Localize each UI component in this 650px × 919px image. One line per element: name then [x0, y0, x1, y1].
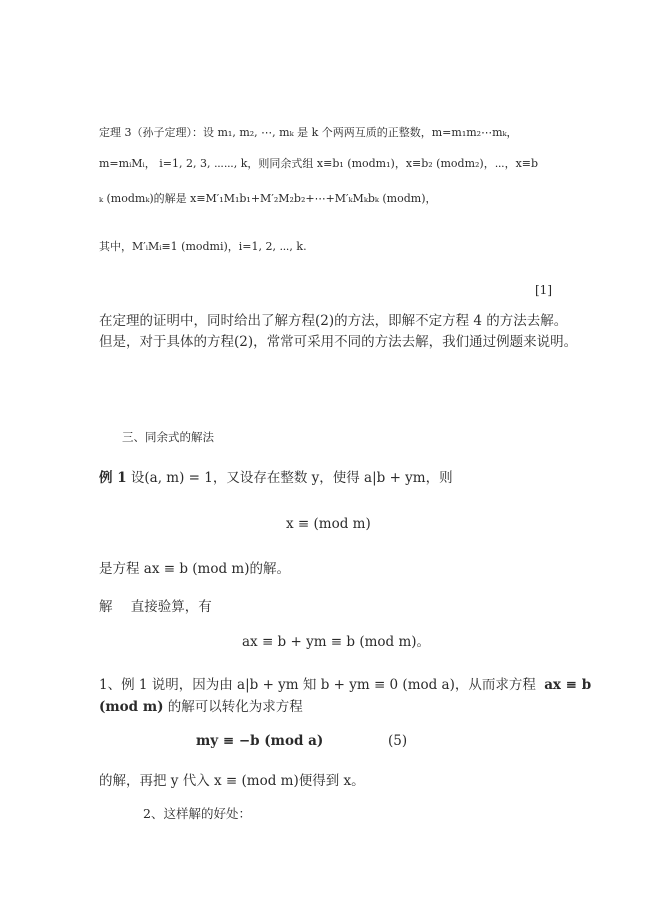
remark-line-3: 的解，再把 y 代入 x ≡ (mod m)便得到 x。	[99, 773, 365, 789]
benefit-title: 2、这样解的好处：	[143, 806, 251, 821]
remark-text-2: 的解可以转化为求方程	[167, 699, 303, 715]
example-text: 设(a, m) = 1，又设存在整数 y，使得 a|b + ym，则	[130, 470, 453, 486]
example-conclusion: 是方程 ax ≡ b (mod m)的解。	[99, 561, 290, 577]
theorem-line-4: 其中，M′ᵢMᵢ≡1 (modmi)，i=1, 2, ⋯, k.	[99, 240, 307, 253]
remark-line-2	[99, 695, 303, 715]
theorem-line-2: m=mᵢMᵢ， i=1, 2, 3, ⋯⋯, k，则同余式组 x≡b₁ (modm₁)，x≡b₂ (modm₂)，⋯，x≡b	[99, 157, 539, 170]
remark-text-1: 1、例 1 说明，因为由 a|b + ym 知 b + ym ≡ 0 (mod a)，从而求方程	[99, 677, 536, 693]
section-title: 三、同余式的解法	[122, 430, 214, 444]
theorem-line-1: 定理 3（孙子定理）：设 m₁, m₂, ⋯, mₖ 是 k 个两两互质的正整数，m=m₁m₂⋯mₖ，	[99, 126, 518, 139]
solution-formula: ax ≡ b + ym ≡ b (mod m)。	[242, 634, 431, 650]
solution-line	[99, 595, 212, 615]
theorem-line-3: ₖ (modmₖ)的解是 x≡M′₁M₁b₁+M′₂M₂b₂+⋯+M′ₖMₖbₖ (modm)，	[99, 192, 437, 205]
example-label: 例 1	[99, 470, 127, 486]
remark-bold-1: ax ≡ b	[544, 677, 592, 693]
intro-paragraph-1: 在定理的证明中，同时给出了解方程(2)的方法，即解不定方程 4 的方法去解。	[99, 313, 568, 329]
remark-line-1	[99, 673, 591, 693]
solution-label: 解	[99, 599, 113, 615]
example-statement	[99, 466, 453, 486]
reference-marker: [1]	[535, 283, 552, 297]
intro-paragraph-2: 但是，对于具体的方程(2)，常常可采用不同的方法去解，我们通过例题来说明。	[99, 334, 578, 350]
solution-text: 直接验算，有	[130, 599, 212, 615]
equation-number: (5)	[388, 733, 408, 749]
example-formula: x ≡ (mod m)	[286, 516, 371, 532]
remark-bold-2: (mod m)	[99, 699, 164, 715]
equation-5: my ≡ −b (mod a)	[196, 733, 324, 749]
